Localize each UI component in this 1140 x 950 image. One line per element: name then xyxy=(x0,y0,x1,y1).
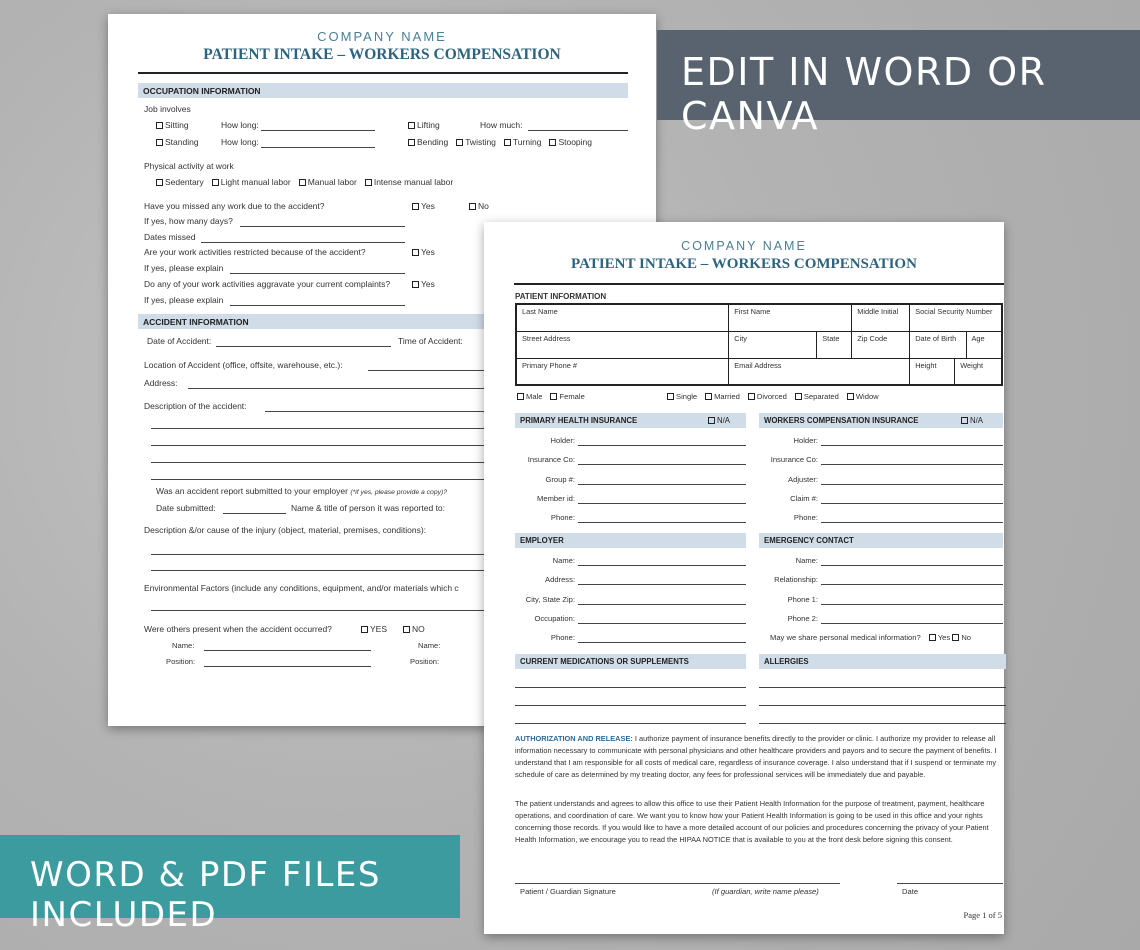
field-label: Relationship: xyxy=(774,575,818,585)
field-input-line[interactable] xyxy=(578,642,746,643)
address-label: Address: xyxy=(144,378,178,388)
workers-na-checkbox[interactable]: N/A xyxy=(961,416,983,425)
others-yes-checkbox[interactable]: YES xyxy=(361,624,387,634)
primary-na-checkbox[interactable]: N/A xyxy=(708,416,730,425)
restricted-yes-checkbox[interactable]: Yes xyxy=(412,247,435,257)
patient-info-table xyxy=(515,303,1003,386)
allergies-line[interactable] xyxy=(759,723,1006,724)
restricted-explain-field[interactable] xyxy=(230,273,405,274)
standing-how-long-field[interactable] xyxy=(261,147,375,148)
witness-position-field[interactable] xyxy=(204,666,371,667)
witness-position-label: Position: xyxy=(410,657,440,666)
first-name-cell[interactable]: First Name xyxy=(729,304,852,331)
allergies-line[interactable] xyxy=(759,687,1006,688)
hipaa-paragraph: The patient understands and agrees to allow this office to use their Patient Health Information for the purpose of treatment, payment, healthcare operations, and coordination of care. We want you to know how your Patient Health Information is going to be used in this office and your rights concerning those records. If you would like to have a more detailed account of our policies and procedures concerning the privacy of your Patient Health Information, we encourage you to read the HIPAA NOTICE that is available to you at the front desk before signing this consent. xyxy=(515,799,989,844)
field-input-line[interactable] xyxy=(821,484,1003,485)
title-rule xyxy=(138,72,628,74)
field-input-line[interactable] xyxy=(821,584,1003,585)
field-label: Claim #: xyxy=(790,493,818,503)
height-cell[interactable]: Height xyxy=(910,358,955,385)
environmental-line[interactable] xyxy=(151,610,484,611)
state-cell[interactable]: State xyxy=(817,331,852,358)
field-input-line[interactable] xyxy=(578,584,746,585)
field-input-line[interactable] xyxy=(821,565,1003,566)
weight-cell[interactable]: Weight xyxy=(955,358,1002,385)
share-info-question: May we share personal medical information? Yes No xyxy=(770,633,972,642)
field-input-line[interactable] xyxy=(578,623,746,624)
field-label: Phone: xyxy=(550,633,575,643)
phone-cell[interactable]: Primary Phone # xyxy=(516,358,729,385)
aggravate-question: Do any of your work activities aggravate your current complaints? xyxy=(144,279,391,289)
field-input-line[interactable] xyxy=(578,522,746,523)
others-question: Were others present when the accident occurred? xyxy=(144,624,332,634)
cause-line[interactable] xyxy=(151,554,484,555)
field-label: Name: xyxy=(795,556,818,565)
field-input-line[interactable] xyxy=(578,484,746,485)
primary-insurance-header: PRIMARY HEALTH INSURANCE N/A xyxy=(515,413,746,428)
field-input-line[interactable] xyxy=(578,503,746,504)
job-involves-label: Job involves xyxy=(144,104,191,114)
gender-checkboxes[interactable]: Male Female xyxy=(517,392,585,401)
address-field[interactable] xyxy=(188,388,484,389)
physical-activity-label: Physical activity at work xyxy=(144,161,234,171)
how-much-label: How much: xyxy=(480,120,523,130)
field-label: Phone: xyxy=(550,513,575,523)
aggravate-explain-field[interactable] xyxy=(230,305,405,306)
date-line[interactable] xyxy=(897,883,1003,884)
field-label: Holder: xyxy=(793,436,818,445)
guardian-note: (If guardian, write name please) xyxy=(712,887,819,896)
share-yes-checkbox[interactable]: Yes xyxy=(929,633,950,642)
field-label: Phone 1: xyxy=(787,594,818,604)
restricted-question: Are your work activities restricted because of the accident? xyxy=(144,247,366,257)
date-submitted-label: Date submitted: xyxy=(156,503,216,513)
marital-status-checkboxes[interactable]: Single Married Divorced Separated Widow xyxy=(667,392,879,401)
description-field[interactable] xyxy=(265,411,484,412)
lifting-checkbox[interactable]: Lifting xyxy=(408,120,440,130)
date-submitted-field[interactable] xyxy=(223,513,286,514)
location-field[interactable] xyxy=(368,370,484,371)
description-line[interactable] xyxy=(151,462,484,463)
page-number: Page 1 of 5 xyxy=(963,910,1002,920)
title-rule xyxy=(514,283,1004,285)
others-no-checkbox[interactable]: NO xyxy=(403,624,425,634)
field-input-line[interactable] xyxy=(821,623,1003,624)
field-input-line[interactable] xyxy=(578,464,746,465)
field-label: Insurance Co: xyxy=(770,455,818,465)
field-label: Phone: xyxy=(793,513,818,523)
activity-checkboxes[interactable]: Sedentary Light manual labor Manual labor Intense manual labor xyxy=(156,177,453,187)
field-input-line[interactable] xyxy=(821,522,1003,523)
field-label: Phone 2: xyxy=(787,613,818,623)
witness-name-field[interactable] xyxy=(204,650,371,651)
description-label: Description of the accident: xyxy=(144,401,247,411)
patient-info-header: PATIENT INFORMATION xyxy=(515,292,607,301)
medications-header: CURRENT MEDICATIONS OR SUPPLEMENTS xyxy=(515,654,746,669)
how-long-label: How long: xyxy=(221,120,259,130)
description-line[interactable] xyxy=(151,445,484,446)
signature-line[interactable] xyxy=(515,883,840,884)
occupation-section-header: OCCUPATION INFORMATION xyxy=(138,83,628,98)
field-label: Member id: xyxy=(537,493,575,503)
allergies-header: ALLERGIES xyxy=(759,654,1006,669)
aggravate-yes-checkbox[interactable]: Yes xyxy=(412,279,435,289)
explain-label: If yes, please explain xyxy=(144,295,224,305)
emergency-contact-header: EMERGENCY CONTACT xyxy=(759,533,1003,548)
field-input-line[interactable] xyxy=(821,604,1003,605)
field-input-line[interactable] xyxy=(821,464,1003,465)
city-cell[interactable]: City xyxy=(729,331,817,358)
medications-line[interactable] xyxy=(515,687,746,688)
dates-missed-label: Dates missed xyxy=(144,232,196,242)
field-label: Holder: xyxy=(550,436,575,445)
sitting-how-long-field[interactable] xyxy=(261,130,375,131)
company-name: COMPANY NAME xyxy=(681,239,807,253)
files-included-banner: WORD & PDF FILES INCLUDED xyxy=(0,835,460,918)
field-input-line[interactable] xyxy=(821,503,1003,504)
age-cell[interactable]: Age xyxy=(966,331,1002,358)
how-many-days-field[interactable] xyxy=(240,226,405,227)
field-label: City, State Zip: xyxy=(525,594,575,604)
field-label: Insurance Co: xyxy=(527,455,575,465)
allergies-line[interactable] xyxy=(759,705,1006,706)
field-input-line[interactable] xyxy=(578,565,746,566)
field-label: Name: xyxy=(552,556,575,565)
form-title: PATIENT INTAKE – WORKERS COMPENSATION xyxy=(571,256,917,272)
how-many-days-label: If yes, how many days? xyxy=(144,216,233,226)
authorization-paragraph: AUTHORIZATION AND RELEASE: I authorize payment of insurance benefits directly to the provider or clinic. I authorize my provider to release all information necessary to communicate with personal physicians and other healthcare providers and payors and to secure the payment of benefits. I understand that I am responsible for all costs of medical care, regardless of insurance coverage. I also understand that if I suspend or terminate my schedule of care as determined by my treating doctor, any fees for professional services will be immediately due and payable. xyxy=(515,734,997,779)
street-address-cell[interactable]: Street Address xyxy=(516,331,729,358)
field-label: Adjuster: xyxy=(788,474,818,484)
zip-cell[interactable]: Zip Code xyxy=(852,331,910,358)
field-input-line[interactable] xyxy=(578,604,746,605)
date-of-accident-field[interactable] xyxy=(216,346,391,347)
missed-yes-checkbox[interactable]: Yes xyxy=(412,201,435,211)
environmental-label: Environmental Factors (include any conditions, equipment, and/or materials which c xyxy=(144,583,459,593)
medications-line[interactable] xyxy=(515,705,746,706)
explain-label: If yes, please explain xyxy=(144,263,224,273)
time-of-accident-label: Time of Accident: xyxy=(398,336,463,346)
middle-initial-cell[interactable]: Middle Initial xyxy=(852,304,910,331)
missed-no-checkbox[interactable]: No xyxy=(469,201,489,211)
workers-comp-header: WORKERS COMPENSATION INSURANCE N/A xyxy=(759,413,1003,428)
employer-header: EMPLOYER xyxy=(515,533,746,548)
missed-work-question: Have you missed any work due to the accident? xyxy=(144,201,325,211)
field-label: Occupation: xyxy=(534,613,575,623)
date-label: Date xyxy=(902,887,919,896)
how-much-field[interactable] xyxy=(528,130,628,131)
company-name: COMPANY NAME xyxy=(317,29,447,44)
signature-label: Patient / Guardian Signature xyxy=(520,887,616,896)
share-no-checkbox[interactable]: No xyxy=(952,633,971,642)
checkbox-icon xyxy=(156,122,163,129)
witness-name-label: Name: xyxy=(172,641,195,650)
dob-cell[interactable]: Date of Birth xyxy=(910,331,966,358)
reported-to-label: Name & title of person it was reported to: xyxy=(291,503,446,513)
field-input-line[interactable] xyxy=(578,445,746,446)
how-long-label: How long: xyxy=(221,137,259,147)
date-of-accident-label: Date of Accident: xyxy=(147,336,212,346)
medications-line[interactable] xyxy=(515,723,746,724)
cause-line[interactable] xyxy=(151,570,484,571)
witness-name-label: Name: xyxy=(418,641,441,650)
location-label: Location of Accident (office, offsite, warehouse, etc.): xyxy=(144,360,343,370)
dates-missed-field[interactable] xyxy=(201,242,405,243)
front-page-patient-information xyxy=(484,222,1004,934)
field-label: Group #: xyxy=(545,474,575,484)
description-line[interactable] xyxy=(151,428,484,429)
form-title: PATIENT INTAKE – WORKERS COMPENSATION xyxy=(203,46,561,63)
ssn-cell[interactable]: Social Security Number xyxy=(910,304,1002,331)
edit-in-word-banner: EDIT IN WORD OR CANVA xyxy=(657,30,1140,120)
witness-position-label: Position: xyxy=(166,657,196,666)
field-label: Address: xyxy=(545,575,575,585)
report-question: Was an accident report submitted to your employer (*if yes, please provide a copy)? xyxy=(156,486,448,496)
accident-section-header: ACCIDENT INFORMATION xyxy=(138,314,628,329)
field-input-line[interactable] xyxy=(821,445,1003,446)
movement-checkboxes[interactable]: Bending Twisting Turning Stooping xyxy=(408,137,592,147)
email-cell[interactable]: Email Address xyxy=(729,358,910,385)
cause-label: Description &/or cause of the injury (object, material, premises, conditions): xyxy=(144,525,427,535)
description-line[interactable] xyxy=(151,479,484,480)
sitting-checkbox[interactable]: Sitting xyxy=(156,120,189,130)
standing-checkbox[interactable]: Standing xyxy=(156,137,199,147)
last-name-cell[interactable]: Last Name xyxy=(516,304,729,331)
